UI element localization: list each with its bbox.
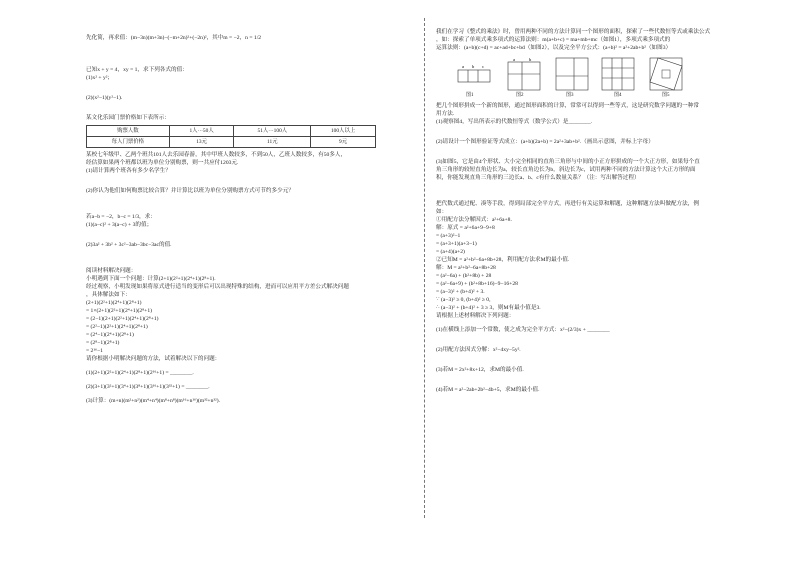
text-line: 若a−b = −2，b−c = 1/3，求： <box>86 214 156 220</box>
text-line: = (a+4)(a+2) <box>436 249 465 255</box>
text-line: ，具体解法如下： <box>86 292 131 298</box>
figure-caption: 图3 <box>566 93 574 98</box>
text-line: 解：原式 = a²+6a+9−9+8 <box>436 225 495 231</box>
text-line: 请根据上述材料解决下列问题： <box>436 313 515 319</box>
text-line: = (a+3+1)(a+3−1) <box>436 241 477 247</box>
text-line: = 1×(2+1)(2²+1)(2⁴+1)(2⁸+1) <box>86 308 152 314</box>
text-line: (2)用配方法因式分解：x²−4xy−5y². <box>436 347 521 353</box>
question-area-intro <box>436 28 776 52</box>
text-line: = (a−3)² + (b+4)² + 3. <box>436 289 485 295</box>
text-line: ①用配方法分解因式：a²+6a+8. <box>436 217 512 223</box>
text-line: ∴ (a−3)² + (b+4)² + 3 ≥ 3，则M有最小值是3. <box>436 305 541 311</box>
fig-letter: a <box>513 57 515 62</box>
text-line: 小明遇到下面一个问题：计算(2+1)(2²+1)(2⁴+1)(2⁸+1). <box>86 276 216 282</box>
figure-1 <box>456 56 492 90</box>
text-line: (1)(a−c)² + 3(a−c) + 3的值； <box>86 222 153 228</box>
text-line: = (2⁴−1)(2⁴+1)(2⁸+1) <box>86 332 134 338</box>
question-reading <box>86 267 416 405</box>
text-line: (1)(2+1)(2²+1)(2⁴+1)(2⁸+1)(2¹⁶+1) = ________. <box>86 370 194 376</box>
text-line: 解：M = a²+b²−6a+8b+28 <box>436 265 496 271</box>
text-line: 请你根据小明解决问题的方法，试着解决以下的问题： <box>86 356 221 362</box>
text-line: (1)x² + y²； <box>86 75 114 81</box>
question-ticket-intro: 某文化乐园门票价格如下表所示： <box>86 115 170 121</box>
text-line: 用方法. <box>436 111 455 117</box>
figure-caption: 图5 <box>662 93 670 98</box>
text-line: = (2⁸−1)(2⁸+1) <box>86 340 120 346</box>
text-line: (3)如图5，它是由4个形状、大小完全相同的直角三角形与中间的小正方形拼成的一个大正方形，如果每个直 <box>436 159 700 165</box>
table-cell: 购票人数 <box>87 126 170 137</box>
text-line: ②已知M = a²+b²−6a+8b+28，利用配方法求M的最小值. <box>436 257 570 263</box>
text-line: (1)在横线上添加一个常数，使之成为完全平方式：x²−(2/3)x + ________ <box>436 327 610 333</box>
table-cell: 13元 <box>169 137 234 148</box>
text-line: 经过观察，小明发现如果将原式进行适当的变形后可以出现特殊的结构，进而可以应用平方差公式解决问题 <box>86 284 349 290</box>
table-cell: 9元 <box>311 137 376 148</box>
text-line: (2)你认为他们如何购票比较合算？并计算比以班为单位分别购票方式可节约多少元？ <box>86 188 294 194</box>
text-line: (3)若M = 2x²+8x+12，求M的最小值. <box>436 367 524 373</box>
text-line: = (a+3)²−1 <box>436 233 461 239</box>
text-line: 阅读材料解决问题： <box>86 268 137 274</box>
text-line: 如： <box>436 209 448 215</box>
table-cell: 1人···50人 <box>169 126 234 137</box>
figure-caption: 图4 <box>614 93 622 98</box>
figure-caption: 图1 <box>466 93 474 98</box>
text-line: (3)计算：(m+n)(m²+n²)(m⁴+n⁴)(m⁸+n⁸)(m¹⁶+n¹⁶)(m³²+n³²). <box>86 398 220 404</box>
fig-letter: b <box>472 64 475 69</box>
figure-4 <box>600 56 638 92</box>
text-line: (2)(3+1)(3²+1)(3⁴+1)(3⁸+1)(3¹⁶+1)(3³²+1) = ________. <box>86 384 210 390</box>
figure-2 <box>504 56 542 92</box>
text-line: = (a²−6a+9) + (b²+8b+16)−9−16+28 <box>436 281 518 287</box>
fig-letter: b <box>529 57 532 62</box>
text-line: 经估算如果两个班都以班为单位分别购票，则一共应付1203元. <box>86 160 239 166</box>
table-cell: 11元 <box>234 137 311 148</box>
question-area <box>436 102 776 182</box>
text-line: 已知x + y = 4，xy = 1，求下列各式的值： <box>86 67 188 73</box>
text-line: = 2¹⁶−1 <box>86 348 103 354</box>
table-cell: 每人门票价格 <box>87 137 170 148</box>
fig-letter: a <box>462 64 464 69</box>
figure-3 <box>554 56 590 92</box>
figure-caption: 图2 <box>516 93 524 98</box>
question-simplify: 先化简，再求值：(m−3n)(m+3n)−(−m+2n)²+(−2n)²，其中m = −2，n = 1/2 <box>86 35 262 41</box>
text-line: (4)若M = a²−2ab+2b²−4b+5，求M的最小值. <box>436 387 540 393</box>
text-line: 把几个图形拼成一个新的图形，通过图形面积的计算，常常可以得到一些等式，这是研究数学问题的一种常 <box>436 103 699 109</box>
table-cell: 51人···100人 <box>234 126 311 137</box>
text-line: (2)请设计一个图形验证等式成立：(a+b)(2a+b) = 2a²+3ab+b².（画出示意图，并标上字母） <box>436 139 654 145</box>
question-completing-square <box>436 200 776 394</box>
text-line: 某校七年级甲、乙两个班共101人去乐园春游，其中甲班人数较多，不到50人，乙班人数较多，有50多人， <box>86 152 347 158</box>
text-line: (2+1)(2²+1)(2⁴+1)(2⁸+1) <box>86 300 142 306</box>
text-line: 把代数式通过配、凑等手段，得到局部完全平方式，再进行有关运算和解题，这种解题方法叫做配方法，例 <box>436 201 699 207</box>
text-line: (1)观察图4，写出所表示的代数恒等式（数学公式）是________. <box>436 119 593 125</box>
figure-5 <box>648 56 686 92</box>
left-column <box>86 28 416 405</box>
text-line: (2)(x²−1)(y²−1). <box>86 95 123 101</box>
text-line: = (a²−6a) + (b²+8b) + 28 <box>436 273 492 279</box>
ticket-price-table <box>86 125 376 148</box>
text-line: (2)3a² + 3b² + 3c²−3ab−3bc−3ac的值. <box>86 242 172 248</box>
text-line: = (2²−1)(2²+1)(2⁴+1)(2⁸+1) <box>86 324 148 330</box>
question-xy <box>86 66 416 102</box>
question-abc <box>86 213 416 249</box>
text-line: (1)请计算两个班各有多少名学生？ <box>86 168 171 174</box>
table-cell: 100人以上 <box>311 126 376 137</box>
fig-letter: c <box>482 64 484 69</box>
right-column <box>436 28 776 394</box>
figures-row <box>436 56 776 100</box>
text-line: = (2−1)(2+1)(2²+1)(2⁴+1)(2⁸+1) <box>86 316 159 322</box>
table-row <box>87 126 376 137</box>
question-ticket <box>86 151 416 195</box>
text-line: 运算法则：(a+b)(c+d) = ac+ad+bc+bd（如图2），以及完全平方公式：(a+b)² = a²+2ab+b²（如图3） <box>436 45 672 51</box>
table-row <box>87 137 376 148</box>
text-line: ，如：探索了单项式乘多项式的运算法则：m(a+b+c) = ma+mb+mc（如图1），多项式乘多项式的 <box>436 37 671 43</box>
text-line: ∵ (a−3)² ≥ 0, (b+4)² ≥ 0, <box>436 297 491 303</box>
text-line: 我们在学习《整式的乘法》时，曾用两种不同的方法计算同一个图形的面积，探索了一些代数恒等式或乘法公式 <box>436 29 711 35</box>
text-line: 角三角形的较短直角边长为a，较长直角边长为b，斜边长为c，试用两种不同的方法计算这个大正方形的面 <box>436 167 696 173</box>
text-line: 积，你能发现直角三角形的三边长a、b、c有什么数量关系？（注：写出解答过程） <box>436 175 640 181</box>
column-divider <box>424 18 425 518</box>
